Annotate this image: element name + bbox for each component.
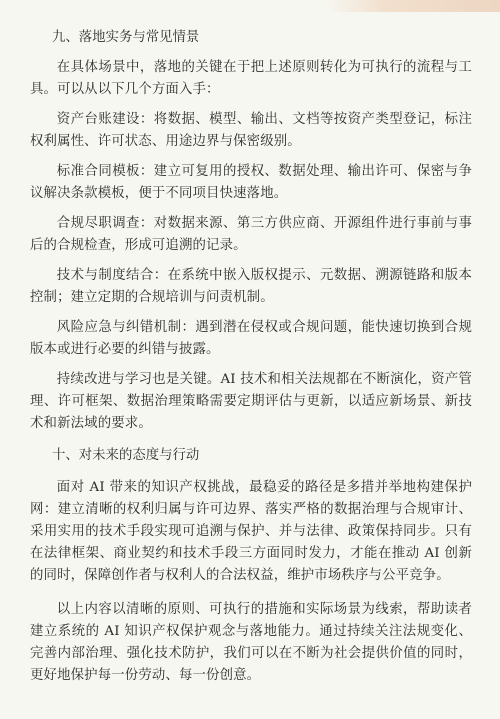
item-incident-response: 风险应急与纠错机制：遇到潜在侵权或合规问题，能快速切换到合规版本或进行必要的纠错与披露。 <box>30 320 472 357</box>
item-asset-ledger: 资产台账建设：将数据、模型、输出、文档等按资产类型登记，标注权利属性、许可状态、用途边界与保密级别。 <box>30 112 472 149</box>
item-due-diligence: 合规尽职调查：对数据来源、第三方供应商、开源组件进行事前与事后的合规检查，形成可追溯的记录。 <box>30 216 472 253</box>
section-9-closing: 持续改进与学习也是关键。AI 技术和相关法规都在不断演化，资产管理、许可框架、数据治理策略需要定期评估与更新，以适应新场景、新技术和新法域的要求。 <box>30 372 472 431</box>
document-page <box>30 27 472 687</box>
section-10-heading: 十、对未来的态度与行动 <box>52 448 200 463</box>
section-9-heading: 九、落地实务与常见情景 <box>52 30 200 45</box>
section-10-paragraph-1: 面对 AI 带来的知识产权挑战，最稳妥的路径是多措并举地构建保护网：建立清晰的权利归属与许可边界、落实严格的数据治理与合规审计、采用实用的技术手段实现可追溯与保护、并与法律、政策保持同步。只有在法律框架、商业契约和技术手段三方面同时发力，才能在推动 AI 创新的同时，保障创作者与权利人的合法权益，维护市场秩序与公平竞争。 <box>30 480 472 583</box>
item-tech-and-policy: 技术与制度结合：在系统中嵌入版权提示、元数据、溯源链路和版本控制；建立定期的合规培训与问责机制。 <box>30 268 472 305</box>
section-9-intro: 在具体场景中，落地的关键在于把上述原则转化为可执行的流程与工具。可以从以下几个方面入手： <box>30 60 472 97</box>
item-contract-templates: 标准合同模板：建立可复用的授权、数据处理、输出许可、保密与争议解决条款模板，便于不同项目快速落地。 <box>30 164 472 201</box>
corner-decoration <box>325 0 500 12</box>
section-10-paragraph-2: 以上内容以清晰的原则、可执行的措施和实际场景为线索，帮助读者建立系统的 AI 知识产权保护观念与落地能力。通过持续关注法规变化、完善内部治理、强化技术防护，我们可以在不断为社会提供价值的同时，更好地保护每一份劳动、每一份创意。 <box>30 602 472 683</box>
